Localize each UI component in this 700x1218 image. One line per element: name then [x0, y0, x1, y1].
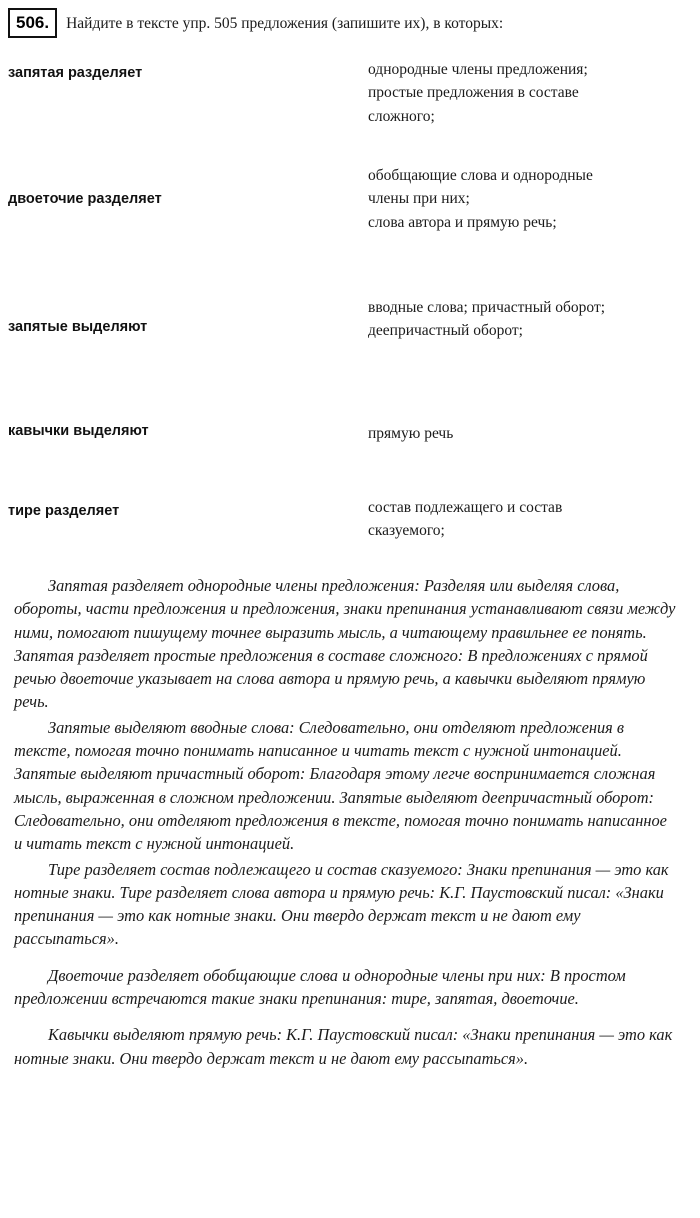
table-row	[8, 284, 682, 384]
definition-line: члены при них;	[368, 190, 470, 208]
table-definition	[368, 392, 682, 445]
answer-paragraph: Запятая разделяет однородные члены предложения: Разделяя или выделяя слова, обороты, части предложения и предложения, знаки препинания устанавливают связи между ними, помогают пишущему точнее выразить мысль, а читающему правильнее ее понять. Запятая разделяет простые предложения в составе сложного: В предложениях с прямой речью двоеточие указывает на слова автора и прямую речь, а кавычки выделяют прямую речь.	[14, 576, 676, 712]
table-row	[8, 58, 682, 154]
definition-line: обобщающие слова и однородные	[368, 167, 593, 184]
definition-line: слова автора и прямую речь;	[368, 213, 557, 231]
table-term: кавычки выделяют	[8, 423, 149, 439]
table-definition	[368, 284, 682, 343]
table-definition	[368, 162, 682, 234]
exercise-header	[0, 0, 700, 38]
table-term: запятые выделяют	[8, 319, 148, 335]
definition-line: прямую речь	[368, 425, 454, 442]
answer-paragraph: Запятые выделяют вводные слова: Следовательно, они отделяют предложения в тексте, помогая точно понимать написанное и читать текст с нужной интонацией. Запятые выделяют причастный оборот: Благодаря этому легче воспринимается сложная мысль, выраженная в сложном предложении. Запятые выделяют деепричастный оборот: Следовательно, они отделяют предложения в тексте, помогая точно понимать написанное и читать текст с нужной интонацией.	[14, 717, 667, 854]
definition-line: простые предложения в составе	[368, 84, 579, 102]
definition-line: вводные слова; причастный оборот;	[368, 299, 606, 316]
answer-paragraph: Двоеточие разделяет обобщающие слова и однородные члены при них: В простом предложении встречаются такие знаки препинания: тире, запятая, двоеточие.	[14, 965, 626, 1009]
table-row	[8, 392, 682, 472]
table-row	[8, 480, 682, 540]
table-definition	[368, 480, 682, 543]
definition-line: сложного;	[368, 107, 435, 125]
definition-line: сказуемого;	[368, 522, 445, 540]
definition-line: состав подлежащего и состав	[368, 499, 563, 516]
table-row	[8, 162, 682, 276]
answer-paragraph: Тире разделяет состав подлежащего и состав сказуемого: Знаки препинания — это как нотные знаки. Тире разделяет слова автора и прямую речь: К.Г. Паустовский писал: «Знаки препинания — это как нотные знаки. Они твердо держат текст и не дают ему рассыпаться».	[14, 859, 669, 949]
punctuation-table	[0, 58, 700, 540]
exercise-number: 506.	[8, 8, 57, 38]
table-definition	[368, 58, 682, 128]
table-term: тире разделяет	[8, 503, 120, 519]
definition-line: однородные члены предложения;	[368, 61, 588, 78]
table-term: двоеточие разделяет	[8, 191, 162, 207]
answer-paragraph: Кавычки выделяют прямую речь: К.Г. Паустовский писал: «Знаки препинания — это как нотные знаки. Они твердо держат текст и не дают ему рассыпаться».	[14, 1025, 673, 1068]
exercise-instruction: Найдите в тексте упр. 505 предложения (запишите их), в которых:	[66, 15, 504, 32]
definition-line: деепричастный оборот;	[368, 322, 523, 340]
table-term: запятая разделяет	[8, 65, 143, 81]
answer-text	[0, 574, 700, 1096]
